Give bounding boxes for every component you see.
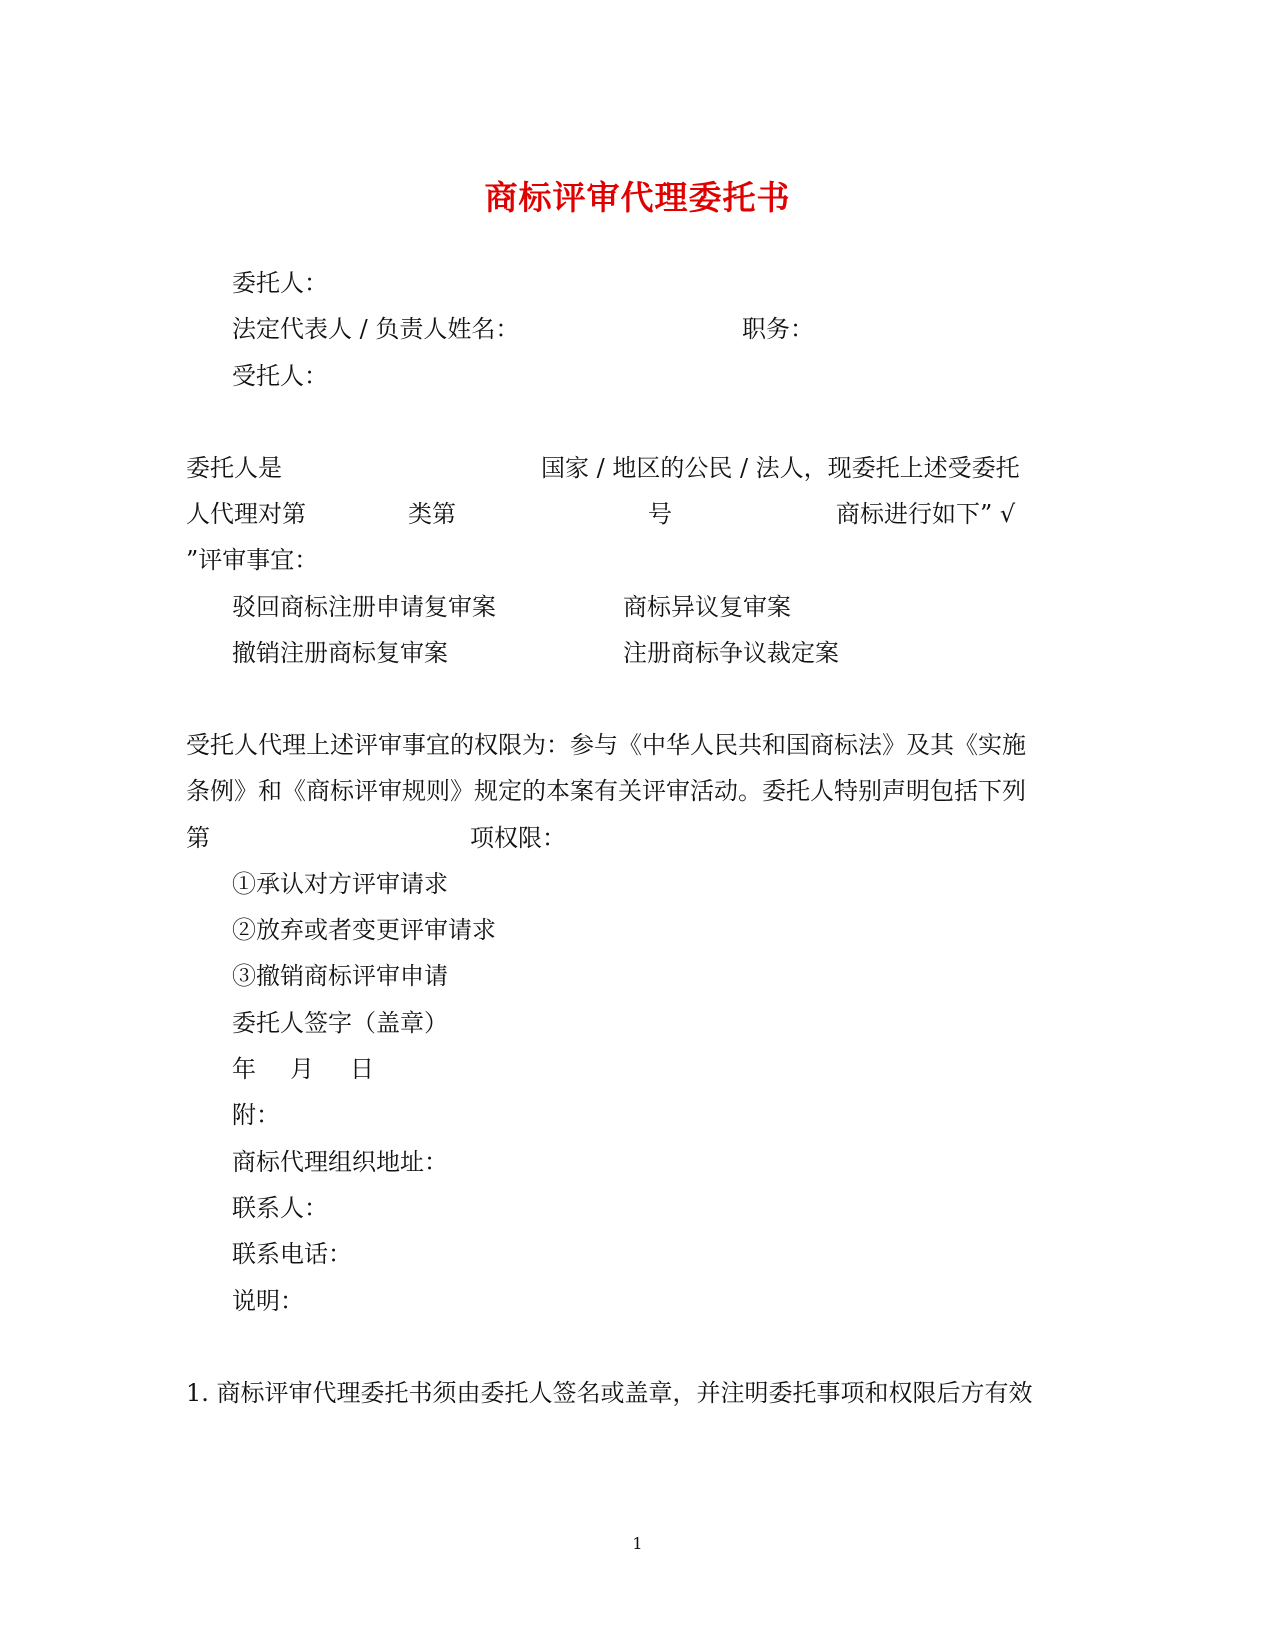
principal-label: 委托人：	[232, 269, 328, 297]
para1-line2-b: 类第	[408, 500, 456, 528]
legal-rep-label: 法定代表人 / 负责人姓名：	[232, 315, 520, 343]
para1-line2-d: 商标进行如下” √	[836, 500, 1016, 528]
case-type-opposition-review: 商标异议复审案	[623, 593, 791, 621]
date-day: 日	[350, 1055, 374, 1083]
position-label: 职务：	[742, 315, 814, 343]
agency-address-label: 商标代理组织地址：	[232, 1148, 448, 1176]
case-type-cancellation-review: 撤销注册商标复审案	[232, 639, 448, 667]
para1-line1-b: 国家 / 地区的公民 / 法人，现委托上述受委托	[541, 454, 1020, 482]
contact-person-label: 联系人：	[232, 1194, 328, 1222]
power-item: ②放弃或者变更评审请求	[232, 916, 496, 944]
para2-line3-b: 项权限：	[470, 824, 566, 852]
power-item: ③撤销商标评审申请	[232, 962, 448, 990]
signature-label: 委托人签字（盖章）	[232, 1009, 448, 1037]
note-item-1: 1. 商标评审代理委托书须由委托人签名或盖章，并注明委托事项和权限后方有效	[186, 1379, 1033, 1407]
para2-line3-a: 第	[186, 824, 210, 852]
date-year: 年	[232, 1055, 256, 1083]
contact-phone-label: 联系电话：	[232, 1240, 352, 1268]
para2-line1: 受托人代理上述评审事宜的权限为：参与《中华人民共和国商标法》及其《实施	[186, 731, 1026, 759]
case-type-dispute-ruling: 注册商标争议裁定案	[623, 639, 839, 667]
para1-line2-a: 人代理对第	[186, 500, 306, 528]
page-number: 1	[632, 1534, 643, 1553]
document-title: 商标评审代理委托书	[484, 178, 791, 217]
para1-line2-c: 号	[648, 500, 672, 528]
case-type-rejection-review: 驳回商标注册申请复审案	[232, 593, 496, 621]
para1-line3: ”评审事宜：	[186, 546, 319, 574]
power-item: ①承认对方评审请求	[232, 870, 448, 898]
agent-label: 受托人：	[232, 362, 328, 390]
para1-line1-a: 委托人是	[186, 454, 282, 482]
para2-line2: 条例》和《商标评审规则》规定的本案有关评审活动。委托人特别声明包括下列	[186, 777, 1026, 805]
date-month: 月	[290, 1055, 314, 1083]
notes-label: 说明：	[232, 1287, 304, 1315]
appendix-label: 附：	[232, 1101, 280, 1129]
